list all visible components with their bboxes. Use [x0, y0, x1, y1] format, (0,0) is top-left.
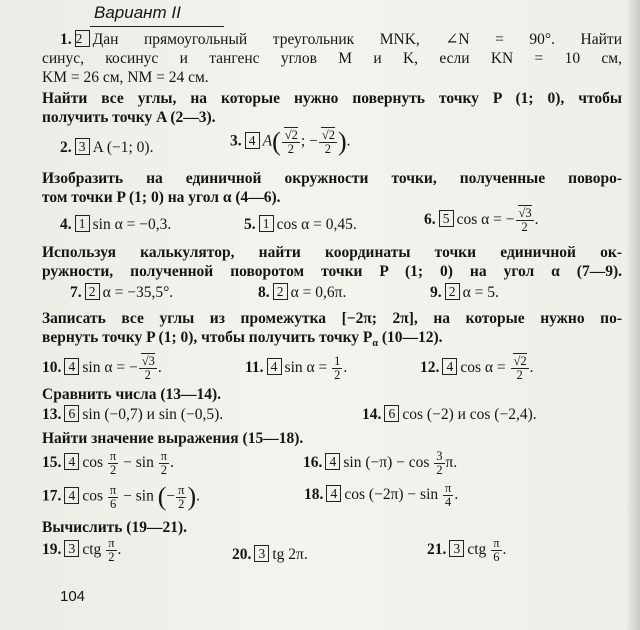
period: . [170, 454, 174, 472]
numerator: 3 [436, 449, 443, 464]
problem-text: α = 5. [462, 284, 499, 301]
denominator: 2 [287, 141, 294, 156]
problem-text: α = 0,6π. [290, 284, 347, 301]
problems-15-16 [42, 448, 622, 480]
subscript: α [372, 338, 378, 350]
numerator: √3 [518, 206, 532, 220]
problem-number: 17. [42, 487, 62, 505]
denominator: 2 [521, 220, 528, 234]
period: . [196, 487, 200, 505]
period: . [502, 541, 507, 559]
problem-number: 2. [60, 139, 72, 156]
problem-4 [60, 215, 171, 234]
denominator: 2 [160, 463, 167, 478]
difficulty-mark: 3 [449, 540, 464, 557]
difficulty-mark: 4 [64, 358, 79, 375]
fraction [106, 537, 116, 564]
difficulty-mark: 6 [384, 405, 399, 422]
numerator: π [160, 449, 168, 464]
fraction [332, 355, 342, 382]
instruction-text: Найти все углы, на которые нужно повернуть точку P (1; 0), чтобы [42, 90, 622, 107]
problem-text: cos α = − [456, 211, 515, 229]
fraction [282, 129, 300, 156]
problem-number: 18. [304, 486, 324, 504]
problem-number: 12. [420, 359, 440, 377]
instruction-2 [42, 169, 622, 207]
page-edge-shadow [626, 0, 640, 630]
period: . [453, 454, 458, 472]
difficulty-mark: 1 [75, 215, 90, 232]
problem-1 [42, 30, 622, 87]
fraction [319, 129, 337, 156]
numerator: π [108, 536, 115, 551]
problems-17-18 [42, 480, 622, 518]
problems-19-21 [42, 537, 622, 569]
problem-number: 8. [258, 284, 270, 301]
problem-7 [70, 283, 173, 302]
instruction-text: (10—12). [381, 329, 443, 346]
problem-text: sin α = −0,3. [92, 216, 172, 233]
problem-number: 6. [424, 211, 436, 229]
problem-16 [303, 450, 457, 477]
fraction [516, 207, 534, 234]
instruction-5: Сравнить числа (13—14). [42, 386, 222, 404]
difficulty-mark: 2 [445, 283, 460, 300]
numerator: √2 [284, 127, 298, 142]
problem-text: α = −35,5°. [102, 284, 174, 301]
problem-6 [424, 207, 539, 234]
difficulty-mark: 2 [75, 30, 90, 47]
problem-text: A (−1; 0). [92, 139, 154, 156]
fraction [491, 537, 501, 564]
problem-2 [60, 138, 153, 157]
problem-5 [244, 215, 357, 234]
problems-13-14 [42, 404, 622, 427]
problem-text: Дан прямоугольный треугольник MNK, ∠N = 90°. Найти [92, 31, 622, 48]
fraction [511, 355, 529, 382]
denominator: 2 [334, 368, 341, 383]
problem-8 [258, 283, 346, 302]
problem-text: sin α = − [82, 359, 138, 377]
fraction [434, 450, 444, 477]
period: . [343, 359, 348, 377]
difficulty-mark: 3 [254, 545, 269, 562]
problems-4-6 [42, 207, 622, 239]
denominator: 2 [178, 496, 185, 511]
problem-number: 4. [60, 216, 72, 233]
problem-text: cos (−2) и cos (−2,4). [402, 406, 537, 424]
fraction [108, 450, 118, 477]
problem-text: cos (−2π) − sin [344, 486, 439, 504]
instruction-text: получить точку A (2—3). [42, 109, 216, 126]
instruction-text: вернуть точку P (1; 0), чтобы получить точку P [42, 329, 373, 346]
instruction-6: Найти значение выражения (15—18). [42, 430, 304, 448]
problem-text: − sin [123, 487, 154, 505]
problems-7-9 [42, 281, 622, 304]
instruction-text: Используя калькулятор, найти координаты точки единичной ок- [42, 244, 622, 261]
problems-2-3 [42, 127, 622, 169]
variant-header [42, 2, 622, 28]
difficulty-mark: 4 [64, 487, 79, 504]
instruction-3 [42, 243, 622, 281]
difficulty-mark: 4 [442, 358, 457, 375]
denominator: 2 [516, 368, 523, 383]
minus-sign: − [166, 487, 176, 505]
numerator: √3 [141, 354, 155, 369]
problem-13 [42, 405, 223, 424]
problem-19 [42, 537, 121, 564]
problem-number: 10. [42, 359, 62, 377]
denominator: 2 [144, 368, 151, 383]
numerator: π [109, 482, 117, 497]
problem-text: sin (−0,7) и sin (−0,5). [82, 406, 224, 424]
difficulty-mark: 4 [267, 358, 282, 375]
problem-text: sin (−π) − cos [343, 454, 430, 472]
problem-text: cos α = [460, 359, 506, 377]
problem-21 [427, 537, 506, 564]
problem-text: ctg [467, 541, 487, 559]
denominator: 2 [109, 463, 117, 478]
problem-number: 20. [232, 546, 252, 564]
denominator: 6 [493, 550, 500, 565]
difficulty-mark: 4 [325, 453, 340, 470]
numerator: π [178, 482, 185, 497]
instruction-text: Изобразить на единичной окружности точки, полученные поворо- [42, 170, 622, 187]
problem-number: 5. [244, 216, 256, 233]
numerator: 1 [334, 354, 341, 369]
problem-text: tg 2π. [272, 546, 308, 564]
problem-number: 21. [427, 541, 447, 559]
denominator: 6 [109, 496, 117, 511]
problem-number: 14. [362, 406, 382, 424]
variant-underline [90, 26, 224, 27]
difficulty-mark: 1 [259, 215, 274, 232]
problem-14 [362, 405, 537, 424]
problem-number: 19. [42, 541, 62, 559]
difficulty-mark: 3 [75, 138, 90, 155]
problem-text: sin α = [284, 359, 328, 377]
point-label: A [262, 132, 273, 150]
problem-text: cos [82, 487, 104, 505]
numerator: π [109, 449, 117, 464]
fraction [176, 484, 186, 511]
difficulty-mark: 4 [326, 485, 341, 502]
difficulty-mark: 4 [64, 453, 79, 470]
difficulty-mark: 4 [245, 132, 260, 149]
numerator: π [445, 481, 452, 496]
problem-text: − sin [123, 454, 154, 472]
period: . [346, 132, 351, 150]
problem-text: ctg [82, 541, 102, 559]
page-number: 104 [60, 588, 86, 605]
problem-number: 16. [303, 454, 323, 472]
period: . [117, 541, 122, 559]
problem-17: 17. 4 cos $\frac{\pi}{6}$ − sin (− $\frac{\pi}{2}$ ). [42, 482, 200, 512]
problem-number: 7. [70, 284, 82, 301]
problem-text: синус, косинус и тангенс углов M и K, если KN = 10 см, [42, 50, 622, 67]
instruction-text: том точки P (1; 0) на угол α (4—6). [42, 189, 281, 206]
instruction-4 [42, 309, 622, 353]
instruction-7: Вычислить (19—21). [42, 519, 188, 537]
instruction-1 [42, 89, 622, 127]
denominator: 4 [445, 495, 452, 510]
denominator: 2 [108, 550, 115, 565]
difficulty-mark: 2 [273, 283, 288, 300]
problem-number: 3. [230, 132, 242, 150]
numerator: √2 [513, 354, 527, 369]
separator: ; [300, 132, 306, 150]
problem-text: π [445, 454, 454, 472]
problem-10 [42, 355, 162, 382]
period: . [454, 486, 459, 504]
problem-text: KM = 26 см, NM = 24 см. [42, 69, 209, 86]
numerator: √2 [321, 127, 335, 142]
instruction-text: Записать все углы из промежутка [−2π; 2π], на которые нужно по- [42, 310, 622, 327]
problem-text: cos [82, 454, 104, 472]
variant-title: Вариант II [94, 3, 181, 22]
problem-15 [42, 450, 174, 477]
fraction [159, 450, 169, 477]
problem-number: 9. [430, 284, 442, 301]
problem-12 [420, 355, 534, 382]
difficulty-mark: 5 [439, 210, 454, 227]
denominator: 2 [436, 463, 443, 478]
problem-3: 3. 4 A( $\frac{√2}{2}$ ; − $\frac{√2}{2}$ ). [230, 127, 351, 156]
problem-number: 15. [42, 454, 62, 472]
fraction [443, 482, 453, 509]
problem-number: 1. [60, 31, 72, 48]
problems-10-12 [42, 353, 622, 385]
numerator: π [493, 536, 500, 551]
fraction [139, 355, 157, 382]
period: . [157, 359, 162, 377]
period: . [529, 359, 534, 377]
problem-number: 11. [245, 359, 264, 377]
instruction-text: ружности, полученной поворотом точки P (1; 0) на угол α (7—9). [42, 263, 622, 280]
difficulty-mark: 2 [85, 283, 100, 300]
difficulty-mark: 3 [64, 540, 79, 557]
problem-11 [245, 355, 347, 382]
denominator: 2 [324, 141, 332, 156]
problem-number: 13. [42, 406, 62, 424]
problem-9 [430, 283, 499, 302]
problem-text: cos α = 0,45. [276, 216, 357, 233]
minus-sign: − [309, 132, 318, 150]
difficulty-mark: 6 [64, 405, 79, 422]
problem-18 [304, 482, 458, 509]
fraction [108, 484, 118, 511]
problem-20 [232, 545, 308, 564]
period: . [534, 211, 539, 229]
